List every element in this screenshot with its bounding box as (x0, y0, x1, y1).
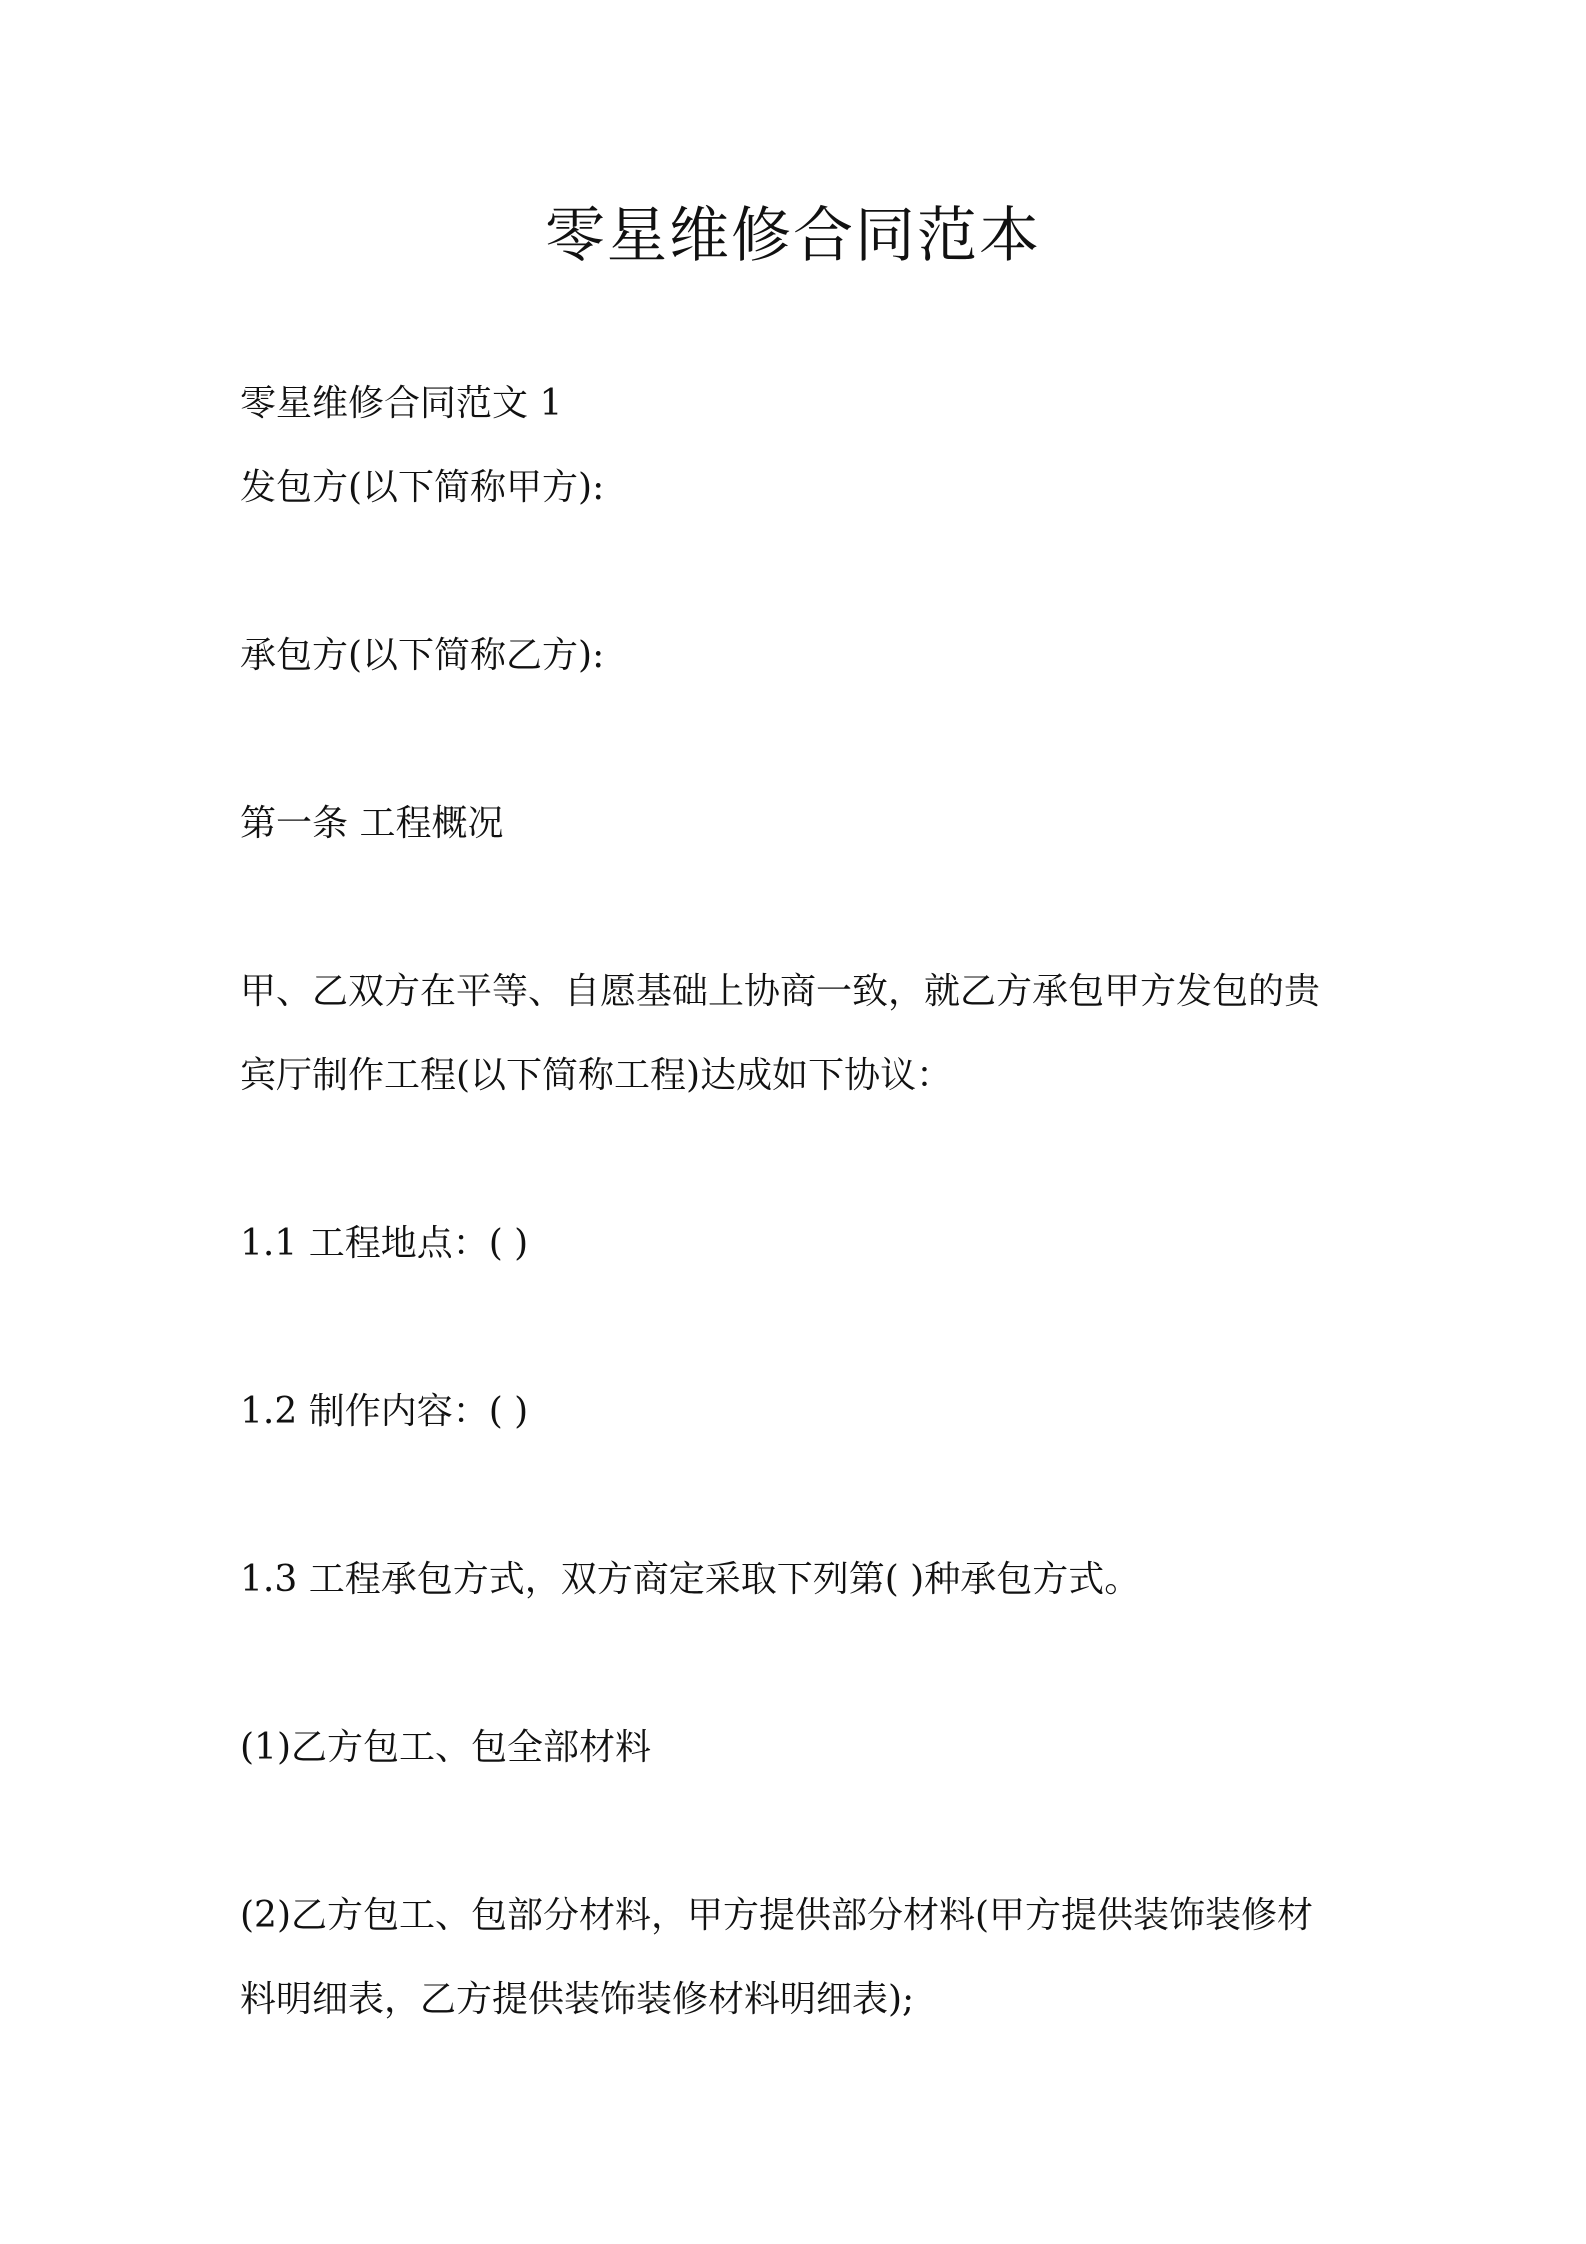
agreement-paragraph-line-1: 甲、乙双方在平等、自愿基础上协商一致，就乙方承包甲方发包的贵 (240, 971, 1321, 1012)
clause-1-2: 1.2 制作内容：( ) (240, 1391, 529, 1432)
article-heading: 第一条 工程概况 (240, 803, 504, 844)
option-2-line-1: (2)乙方包工、包部分材料，甲方提供部分材料(甲方提供装饰装修材 (240, 1895, 1314, 1936)
party-b-line: 承包方(以下简称乙方): (240, 635, 605, 676)
party-a-line: 发包方(以下简称甲方): (240, 467, 605, 508)
document-title: 零星维修合同范本 (545, 201, 1041, 271)
section-heading: 零星维修合同范文 1 (240, 383, 563, 424)
agreement-paragraph-line-2: 宾厅制作工程(以下简称工程)达成如下协议： (240, 1055, 953, 1096)
clause-1-1: 1.1 工程地点：( ) (240, 1223, 529, 1264)
clause-1-3: 1.3 工程承包方式，双方商定采取下列第( )种承包方式。 (240, 1559, 1141, 1600)
option-1: (1)乙方包工、包全部材料 (240, 1727, 651, 1768)
option-2-line-2: 料明细表，乙方提供装饰装修材料明细表); (240, 1979, 915, 2020)
